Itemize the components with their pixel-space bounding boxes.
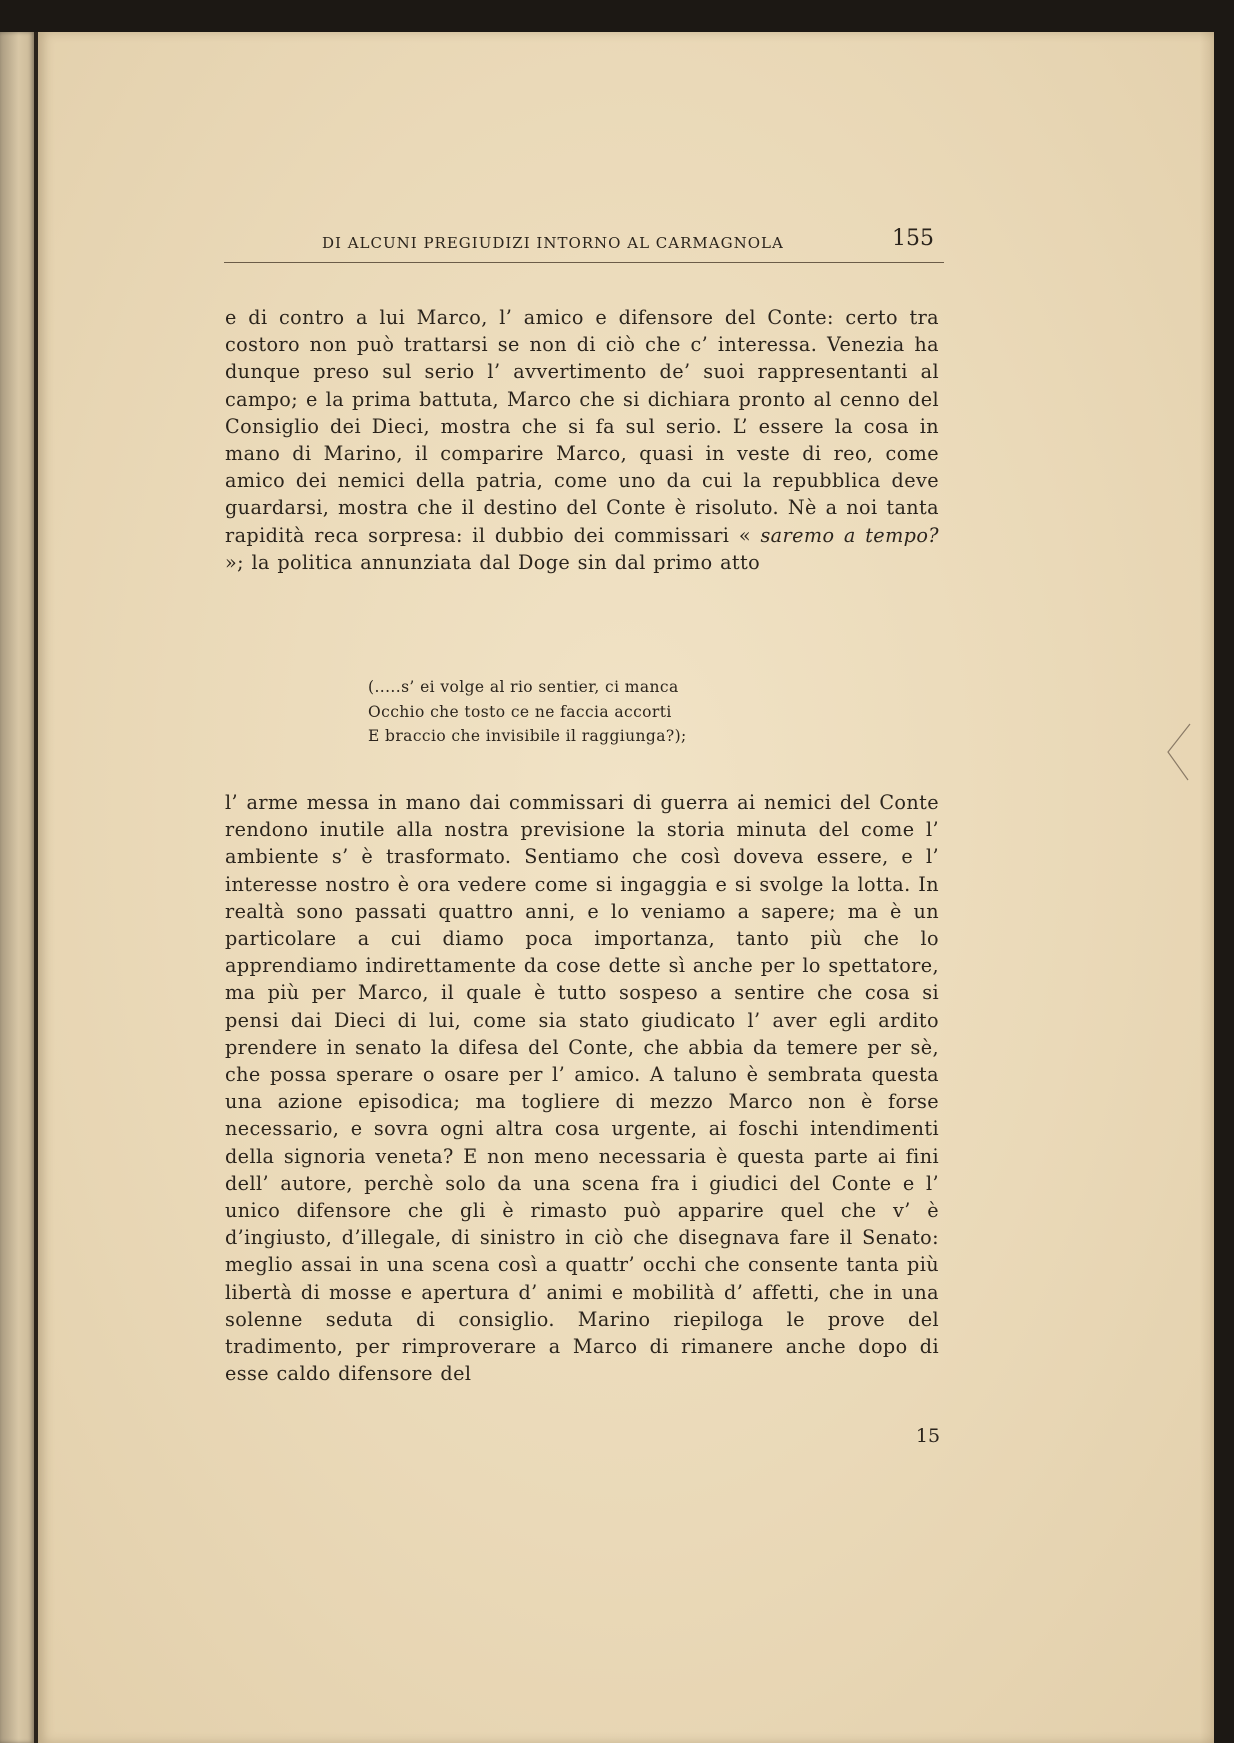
running-head: [224, 222, 944, 263]
paragraph-1-text-end: »; la politica annunziata dal Doge sin dal primo atto: [225, 550, 761, 574]
signature-mark: 15: [915, 1425, 941, 1447]
verse-line: (.....s’ ei volge al rio sentier, ci manca: [368, 678, 679, 696]
running-head-title: DI ALCUNI PREGIUDIZI INTORNO AL CARMAGNOLA: [322, 234, 784, 252]
verse-line: Occhio che tosto ce ne faccia accorti: [368, 702, 672, 721]
paragraph-1-text: e di contro a lui Marco, l’ amico e difensore del Conte: certo tra costoro non può trattarsi se non di ciò che c’ interessa. Venezia ha dunque preso sul serio l’ avvertimento de’ suoi rappresentanti al campo; e la prima battuta, Marco che si dichiara pronto al cenno del Consiglio dei Dieci, mostra che si fa sul serio. L’ essere la cosa in mano di Marino, il comparire Marco, quasi in veste di reo, come amico dei nemici della patria, come uno da cui la repubblica deve guardarsi, mostra che il destino del Conte è risoluto. Nè a noi tanta rapidità reca sorpresa: il dubbio dei commissari «: [225, 306, 939, 547]
page-edge-shadow: [1200, 32, 1214, 1743]
left-page-edge: [0, 32, 34, 1743]
paragraph-2: l’ arme messa in mano dai commissari di guerra ai nemici del Conte rendono inutile alla nostra previsione la storia minuta del come l’ ambiente s’ è trasformato. Sentiamo che così doveva essere, e l’ interesse nostro è ora vedere come si ingaggia e si svolge la lotta. In realtà sono passati quattro anni, e lo veniamo a sapere; ma è un particolare a cui diamo poca importanza, tanto più che lo apprendiamo indirettamente da cose dette sì anche per lo spettatore, ma più per Marco, il quale è tutto sospeso a sentire che cosa si pensi dai Dieci di lui, come sia stato giudicato l’ aver egli ardito prendere in senato la difesa del Conte, che abbia da temere per sè, che possa sperare o osare per l’ amico. A taluno è sembrata questa una azione episodica; ma togliere di mezzo Marco non è forse necessario, e sovra ogni altra cosa urgente, ai foschi intendimenti della signoria veneta? E non meno necessaria è questa parte ai fini dell’ autore, perchè solo da una scena fra i giudici del Conte e l’ unico difensore che gli è rimasto può apparire quel che v’ è d’ingiusto, d’illegale, di sinistro in ciò che disegnava fare il Senato: meglio assai in una scena così a quattr’ occhi che consente tanta più libertà di mosse e apertura d’ animi e mobilità d’ affetti, che in una solenne seduta di consiglio. Marino riepiloga le prove del tradimento, per rimproverare a Marco di rimanere anche dopo di esse caldo difensore del: [225, 791, 939, 1386]
pencil-mark-icon: [1164, 722, 1194, 782]
paragraph-1: [225, 304, 939, 576]
book-page: [38, 32, 1214, 1743]
paragraph-1-italic-quote: saremo a tempo?: [760, 523, 939, 547]
page-number: 155: [892, 226, 934, 251]
verse-line: E braccio che invisibile il raggiunga?);: [368, 727, 687, 745]
verse-quotation: [368, 675, 788, 749]
